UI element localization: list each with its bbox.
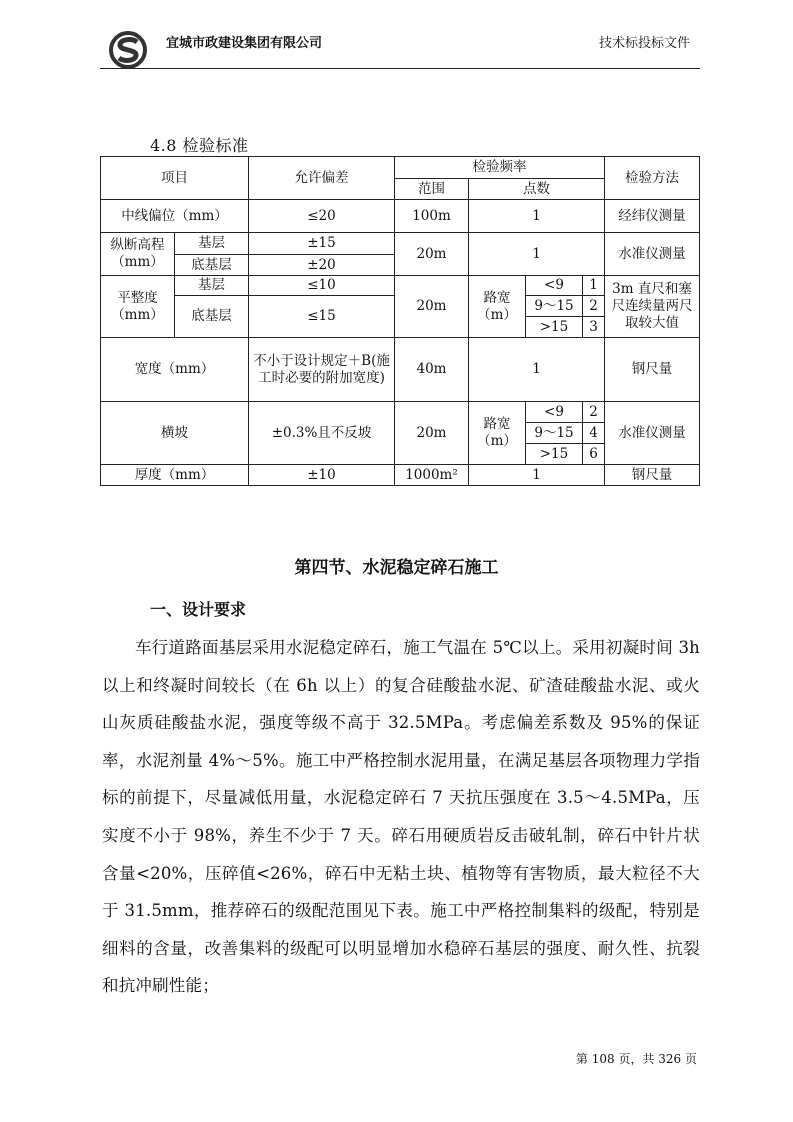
header-range: 范围 (395, 179, 469, 200)
cell-points: 6 (583, 444, 605, 465)
cell-subitem: 底基层 (175, 255, 249, 276)
page-number: 第 108 页，共 326 页 (575, 1052, 697, 1066)
cell-width-label: 路宽（m） (469, 402, 526, 465)
cell-method: 水准仪测量 (605, 233, 700, 276)
cell-width-label: 路宽（m） (469, 276, 526, 338)
cell-tolerance: ≤10 (249, 276, 395, 296)
document-type: 技术标投标文件 (598, 36, 690, 51)
cell-width: <9 (526, 402, 583, 423)
cell-item: 宽度（mm） (101, 338, 249, 402)
cell-points: 3 (583, 317, 605, 338)
header-method: 检验方法 (605, 157, 700, 200)
body-paragraph: 车行道路面基层采用水泥稳定碎石，施工气温在 5℃以上。采用初凝时间 3h 以上和终凝时间较长（在 6h 以上）的复合硅酸盐水泥、矿渣硅酸盐水泥、或火山灰质硅酸盐水泥，强度等级不高于 32.5MPa。考虑偏差系数及 95%的保证率，水泥剂量 4%～5%。施工中严格控制水泥用量，在满足基层各项物理力学指标的前提下，尽量减低用量，水泥稳定碎石 7 天抗压强度在 3.5～4.5MPa，压实度不小于 98%，养生不少于 7 天。碎石用硬质岩反击破轧制，碎石中针片状含量<20%，压碎值<26%，碎石中无粘土块、植物等有害物质，最大粒径不大于 31.5mm，推荐碎石的级配范围见下表。施工中严格控制集料的级配，特别是细料的含量，改善集料的级配可以明显增加水稳碎石基层的强度、耐久性、抗裂和抗冲刷性能； (102, 638, 700, 996)
cell-width: 9～15 (526, 296, 583, 317)
cell-tolerance: 不小于设计规定＋B(施工时必要的附加宽度) (249, 338, 395, 402)
cell-width: >15 (526, 317, 583, 338)
cell-tolerance: ≤20 (249, 200, 395, 233)
company-logo-icon (108, 30, 148, 70)
cell-range: 20m (395, 402, 469, 465)
cell-points: 1 (583, 276, 605, 296)
cell-tolerance: ±0.3%且不反坡 (249, 402, 395, 465)
cell-method: 经纬仪测量 (605, 200, 700, 233)
cell-range: 1000m² (395, 465, 469, 486)
header-points: 点数 (469, 179, 605, 200)
cell-width: <9 (526, 276, 583, 296)
cell-width: 9～15 (526, 423, 583, 444)
cell-points: 1 (469, 465, 605, 486)
cell-item: 厚度（mm） (101, 465, 249, 486)
header-item: 项目 (101, 157, 249, 200)
cell-method: 钢尺量 (605, 465, 700, 486)
section-title: 4.8 检验标准 (150, 136, 249, 155)
header-rule (100, 68, 700, 69)
cell-range: 20m (395, 276, 469, 338)
cell-method: 3m 直尺和塞尺连续量两尺取较大值 (605, 276, 700, 338)
header-tolerance: 允许偏差 (249, 157, 395, 200)
cell-range: 100m (395, 200, 469, 233)
cell-points: 4 (583, 423, 605, 444)
cell-method: 钢尺量 (605, 338, 700, 402)
page-header (108, 24, 698, 74)
cell-item: 平整度（mm） (101, 276, 175, 338)
header-frequency: 检验频率 (395, 157, 605, 179)
cell-points: 1 (469, 233, 605, 276)
cell-method: 水准仪测量 (605, 402, 700, 465)
subsection-heading: 一、设计要求 (150, 600, 247, 619)
cell-points: 1 (469, 200, 605, 233)
company-name: 宜城市政建设集团有限公司 (166, 36, 323, 51)
cell-width: >15 (526, 444, 583, 465)
cell-range: 40m (395, 338, 469, 402)
cell-points: 2 (583, 402, 605, 423)
cell-tolerance: ±20 (249, 255, 395, 276)
cell-tolerance: ±15 (249, 233, 395, 255)
cell-item: 中线偏位（mm） (101, 200, 249, 233)
inspection-standard-table (100, 156, 700, 486)
cell-points: 2 (583, 296, 605, 317)
cell-range: 20m (395, 233, 469, 276)
cell-points: 1 (469, 338, 605, 402)
section-heading: 第四节、水泥稳定碎石施工 (294, 558, 499, 578)
cell-item: 横坡 (101, 402, 249, 465)
cell-item: 纵断高程（mm） (101, 233, 175, 276)
cell-tolerance: ≤15 (249, 296, 395, 338)
cell-subitem: 基层 (175, 233, 249, 255)
cell-tolerance: ±10 (249, 465, 395, 486)
cell-subitem: 基层 (175, 276, 249, 296)
cell-subitem: 底基层 (175, 296, 249, 338)
